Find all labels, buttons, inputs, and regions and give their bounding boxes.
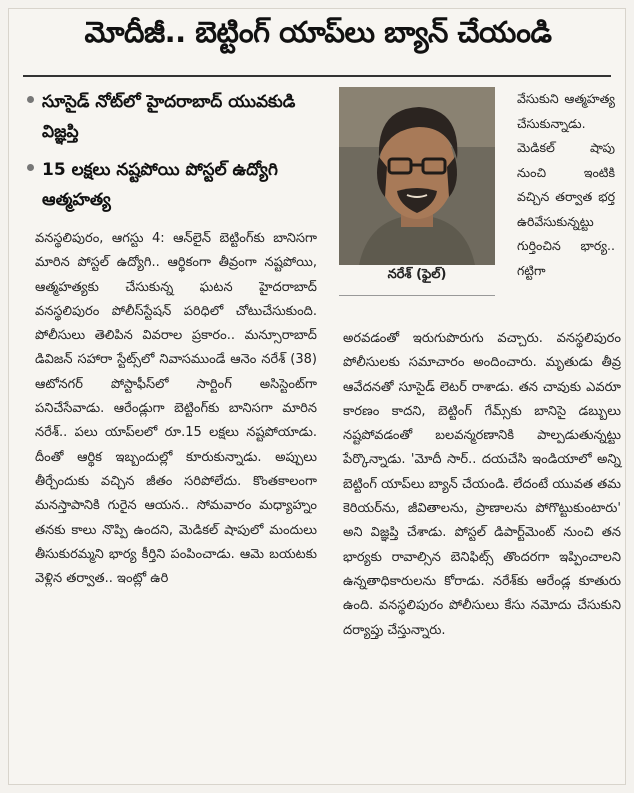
subheadline-text: సూసైడ్ నోట్‌లో హైదరాబాద్ యువకుడి విజ్ఞప్తి <box>42 92 296 142</box>
article-column-right: అరవడంతో ఇరుగుపొరుగు వచ్చారు. వనస్థలిపురం పోలీసులకు సమాచారం అందించారు. మృతుడు తీవ్ర ఆవేదనతో సూసైడ్ లెటర్ రాశాడు. తన చావుకు ఎవరూ కారణం కాదని, బెట్టింగ్ గేమ్స్‌కు బానిసై డబ్బులు నష్టపోవడంతో బలవన్మరణానికి పాల్పడుతున్నట్టు పేర్కొన్నాడు. 'మోదీ సార్.. దయచేసి ఇండియాలో అన్ని బెట్టింగ్ యాప్‌లు బ్యాన్ చేయండి. లేదంటే యువత తమ కెరియర్‌ను, జీవితాలను, ప్రాణాలను పోగొట్టుకుంటారు' అని విజ్ఞప్తి చేశాడు. పోస్టల్ డిపార్ట్‌మెంట్ నుంచి తన భార్యకు రావాల్సిన బెనిఫిట్స్ తొందరగా ఇప్పించాలని ఉన్నతాధికారులను కోరాడు. నరేశ్‌కు ఆరేండ్ల కూతురు ఉంది. వనస్థలిపురం పోలీసులు కేసు నమోదు చేసుకుని దర్యాప్తు చేస్తున్నారు. <box>343 331 621 638</box>
bullet-dot-icon <box>27 96 34 103</box>
headline: మోదీజీ.. బెట్టింగ్ యాప్‌లు బ్యాన్ చేయండి <box>84 15 552 49</box>
subheadline-item <box>27 155 327 215</box>
subheadline-list <box>27 87 327 223</box>
article-column-left: వనస్థలిపురం, ఆగస్టు 4: ఆన్‌లైన్ బెట్టింగ్‌కు బానిసగా మారిన పోస్టల్ ఉద్యోగి.. ఆర్థికంగా తీవ్రంగా నష్టపోయి, ఆత్మహత్యకు చేసుకున్న ఘటన హైదరాబాద్ వనస్థలిపురం పోలీస్‌స్టేషన్ పరిధిలో చోటుచేసుకుంది. పోలీసులు తెలిపిన వివరాల ప్రకారం.. మన్సూరాబాద్ డివిజన్ సహారా స్టేట్స్‌లో నివాసముండే ఆనెం నరేశ్ (38) ఆటోనగర్ పోస్టాఫీస్‌లో సార్టింగ్ అసిస్టెంట్‌గా పనిచేసేవాడు. ఆరేండ్లుగా బెట్టింగ్‌కు బానిసగా మారిన నరేశ్.. పలు యాప్‌లలో రూ.15 లక్షలు నష్టపోయాడు. దీంతో ఆర్థిక ఇబ్బందుల్లో కూరుకున్నాడు. అప్పులు తీర్చేందుకు వచ్చిన జీతం సరిపోలేదు. కొంతకాలంగా మనస్తాపానికి గురైన ఆయన.. సోమవారం మధ్యాహ్నం తనకు కాలు నొప్పి ఉందని, మెడికల్ షాపులో మందులు తీసుకురమ్మని భార్య కీర్తిని పంపించాడు. ఆమె బయటకు వెళ్లిన తర్వాత.. ఇంట్లో ఉరి <box>35 231 317 587</box>
portrait-illustration <box>339 87 495 265</box>
article-column-right-top: వేసుకుని ఆత్మహత్య చేసుకున్నాడు. మెడికల్ షాపు నుంచి ఇంటికి వచ్చిన తర్వాత భర్త ఉరివేసుకున్నట్టు గుర్తించిన భార్య.. గట్టిగా <box>517 91 615 278</box>
newspaper-clipping <box>8 8 626 785</box>
subheadline-item <box>27 87 327 147</box>
headline-rule <box>23 75 611 77</box>
photo-caption: నరేశ్ (ఫైల్) <box>387 267 447 282</box>
subheadline-text: 15 లక్షలు నష్టపోయి పోస్టల్ ఉద్యోగి ఆత్మహత్య <box>42 160 278 210</box>
bullet-dot-icon <box>27 164 34 171</box>
portrait-photo <box>339 87 495 265</box>
caption-divider <box>339 295 495 296</box>
